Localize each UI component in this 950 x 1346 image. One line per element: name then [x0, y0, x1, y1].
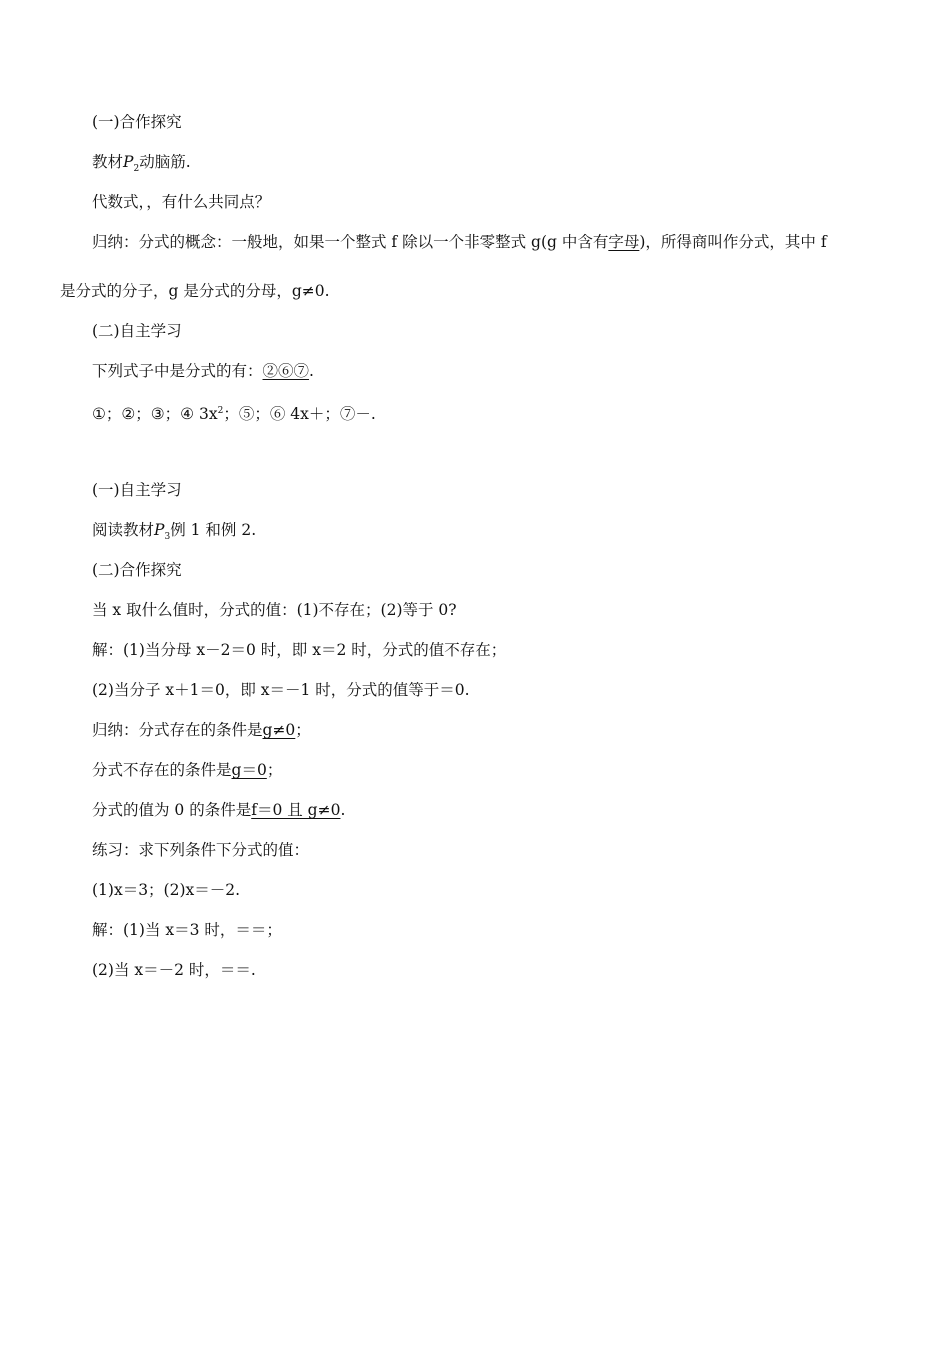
section-heading-cooperative-1: (一)合作探究 — [92, 113, 182, 131]
condition-end: . — [340, 801, 346, 819]
condition-text: 分式的值为 0 的条件是 — [92, 801, 252, 819]
definition-answer-letters: 字母 — [608, 233, 640, 251]
page-number: 3 — [164, 532, 171, 543]
condition-answer: g＝0 — [231, 761, 267, 779]
page-number: 2 — [133, 164, 140, 175]
exercise-conditions: (1)x＝3；(2)x＝－2. — [92, 881, 241, 899]
definition-summary-line-1 — [92, 232, 827, 252]
condition-not-exists-line — [92, 760, 282, 780]
options-text-a: ①；②；③；④ 3x — [92, 405, 218, 424]
section-heading-cooperative-2: (二)合作探究 — [92, 561, 182, 579]
condition-answer: f＝0 且 g≠0 — [251, 801, 341, 819]
condition-text: 分式不存在的条件是 — [92, 761, 232, 779]
textbook-label: 教材 — [92, 153, 124, 171]
options-text-b: ；⑤；⑥ 4x＋；⑦－. — [223, 405, 376, 424]
reading-examples: 例 1 和例 2. — [170, 521, 257, 539]
value-condition-question: 当 x 取什么值时，分式的值：(1)不存在；(2)等于 0? — [92, 601, 457, 619]
section-heading-self-study-2: (一)自主学习 — [92, 481, 182, 499]
definition-text-b: )，所得商叫作分式，其中 f — [639, 233, 827, 251]
textbook-activity: 动脑筋. — [139, 153, 191, 171]
question-text: 下列式子中是分式的有： — [92, 362, 263, 380]
condition-end: ； — [295, 721, 311, 739]
question-answer: ②⑥⑦ — [262, 362, 310, 380]
condition-end: ； — [266, 761, 283, 779]
reading-label: 阅读教材 — [92, 521, 155, 539]
exercise-solution-line-2: (2)当 x＝－2 时，＝＝. — [92, 961, 256, 979]
condition-text: 归纳：分式存在的条件是 — [92, 721, 263, 739]
section-heading-self-study-1: (二)自主学习 — [92, 322, 182, 340]
fraction-identification-question — [92, 361, 314, 381]
solution-line-2: (2)当分子 x＋1＝0，即 x＝－1 时，分式的值等于＝0. — [92, 681, 470, 699]
exponent: 2 — [217, 406, 224, 416]
condition-answer: g≠0 — [262, 721, 296, 739]
exercise-solution-line-1: 解：(1)当 x＝3 时，＝＝； — [92, 921, 282, 939]
textbook-reference-line — [92, 152, 191, 179]
reading-assignment-line — [92, 520, 256, 547]
exercise-prompt: 练习：求下列条件下分式的值： — [92, 841, 310, 859]
solution-line-1: 解：(1)当分母 x－2＝0 时，即 x＝2 时，分式的值不存在； — [92, 641, 507, 659]
condition-exists-line — [92, 720, 311, 740]
expression-options-list — [92, 401, 376, 424]
page-letter: P — [154, 521, 165, 539]
page-letter: P — [123, 153, 134, 171]
common-feature-question: 代数式，，有什么共同点？ — [92, 193, 271, 211]
definition-summary-line-2: 是分式的分子，g 是分式的分母，g≠0. — [60, 282, 330, 300]
condition-zero-line — [92, 800, 345, 820]
definition-text-a: 归纳：分式的概念：一般地，如果一个整式 f 除以一个非零整式 g(g 中含有 — [92, 233, 609, 251]
question-end: . — [309, 362, 314, 380]
